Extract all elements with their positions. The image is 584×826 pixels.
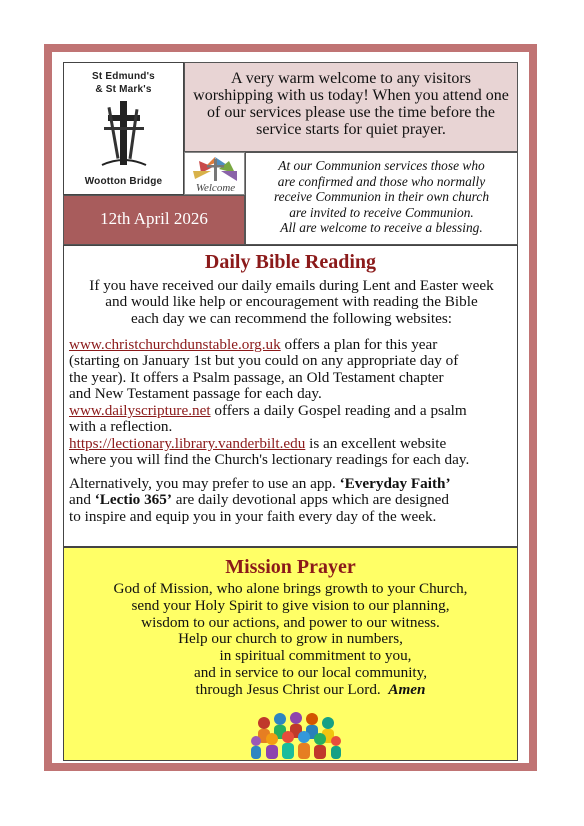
apps-text: Alternatively, you may prefer to use an app. [69, 475, 340, 492]
christchurch-link[interactable]: www.christchurchdunstable.org.uk [69, 336, 281, 353]
site1-text: offers a plan for this year [280, 336, 438, 353]
logo-line-1: St Edmund's [92, 71, 155, 82]
bible-intro [69, 278, 514, 327]
site3-paragraph [69, 436, 514, 469]
logo-line-2: & St Mark's [95, 84, 152, 95]
bible-reading-section [63, 245, 518, 547]
welcome-line: of our services please use the time before the [207, 104, 495, 121]
welcome-image [184, 152, 245, 195]
site1-line: the year). It offers a Psalm passage, an Old Testament chapter [69, 368, 444, 386]
communion-line: are confirmed and those who normally [277, 173, 486, 189]
welcome-line: A very warm welcome to any visitors [231, 70, 471, 87]
communion-line: At our Communion services those who [278, 158, 485, 173]
apps-paragraph [69, 476, 514, 525]
welcome-graphic-icon [185, 153, 245, 195]
apps-text: are daily devotional apps which are designed [171, 491, 449, 509]
site1-paragraph [69, 337, 514, 403]
communion-message [248, 158, 515, 236]
intro-line: If you have received our daily emails during Lent and Easter week [89, 277, 494, 294]
prayer-line: wisdom to our actions, and power to our witness. [141, 613, 440, 631]
mission-prayer-section [63, 547, 518, 761]
apps-line: to inspire and equip you in your faith every day of the week. [69, 507, 437, 525]
welcome-line: service starts for quiet prayer. [256, 121, 446, 138]
site2-text: offers a daily Gospel reading and a psalm [210, 402, 467, 419]
prayer-line: in spiritual commitment to you, [219, 647, 412, 665]
communion-line: receive Communion in their own church [273, 189, 490, 205]
site1-line: (starting on January 1st but you could on any appropriate day of [69, 352, 459, 370]
bible-reading-title: Daily Bible Reading [204, 251, 377, 273]
prayer-line: Help our church to grow in numbers, [178, 630, 403, 648]
welcome-message-box [184, 62, 518, 152]
welcome-line: worshipping with us today! When you attend one [193, 87, 509, 104]
communion-line: are invited to receive Communion. [289, 204, 474, 220]
service-date: 12th April 2026 [100, 209, 208, 228]
lectionary-link[interactable]: https://lectionary.library.vanderbilt.edu [69, 435, 306, 452]
church-logo [63, 62, 184, 195]
mission-prayer-title: Mission Prayer [225, 556, 356, 578]
everyday-faith-app: ‘Everyday Faith’ [339, 475, 451, 492]
svg-text:Welcome: Welcome [195, 182, 236, 194]
communion-line: All are welcome to receive a blessing. [280, 220, 483, 236]
cross-icon [100, 99, 148, 167]
prayer-line: send your Holy Spirit to give vision to our planning, [131, 596, 450, 614]
people-group-icon [250, 709, 342, 759]
page-content [52, 52, 529, 763]
lectio-365-app: ‘Lectio 365’ [94, 491, 172, 509]
welcome-message [189, 70, 513, 138]
site2-line: with a reflection. [69, 418, 173, 436]
amen: Amen [388, 680, 426, 698]
site2-paragraph [69, 403, 514, 436]
intro-line: each day we can recommend the following websites: [131, 309, 452, 327]
mission-prayer-text [64, 581, 517, 699]
date-box [63, 195, 245, 245]
intro-line: and would like help or encouragement with reading the Bible [105, 293, 478, 311]
communion-message-box [245, 152, 518, 245]
site3-text: is an excellent website [305, 435, 447, 452]
apps-text: and [69, 491, 95, 509]
logo-line-3: Wootton Bridge [84, 176, 163, 187]
prayer-line: through Jesus Christ our Lord. [195, 680, 381, 698]
page-border [44, 44, 537, 771]
site3-line: where you will find the Church's lectionary readings for each day. [69, 451, 470, 469]
prayer-line: God of Mission, who alone brings growth to your Church, [113, 580, 468, 597]
prayer-line: and in service to our local community, [193, 663, 428, 681]
site1-line: and New Testament passage for each day. [69, 385, 322, 403]
dailyscripture-link[interactable]: www.dailyscripture.net [69, 402, 211, 419]
